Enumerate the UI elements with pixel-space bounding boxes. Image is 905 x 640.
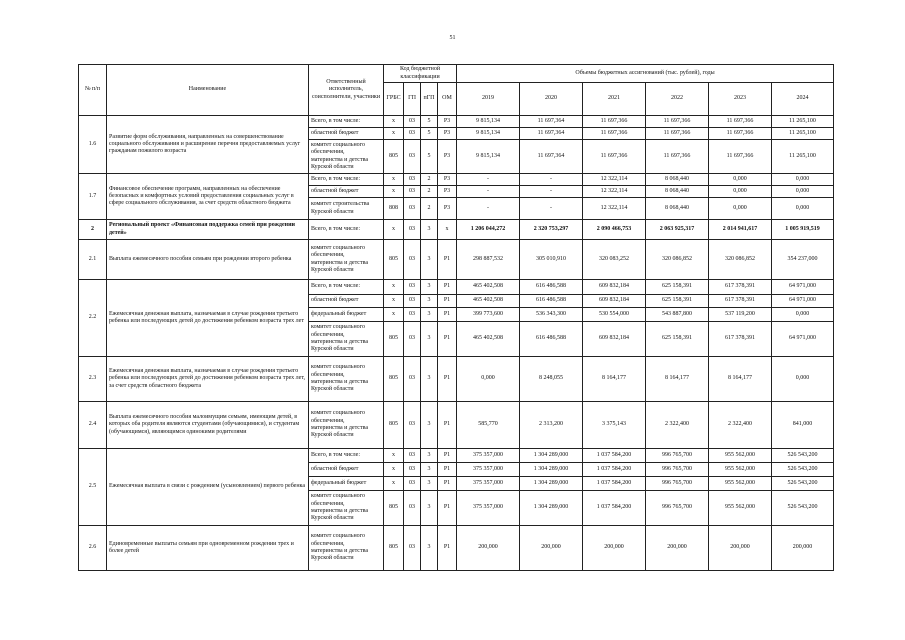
- row-number: 2.2: [79, 280, 107, 357]
- om-cell: Р3: [438, 186, 457, 198]
- table-body: [79, 116, 834, 571]
- value-cell: 1 304 289,000: [520, 463, 583, 477]
- value-cell: 200,000: [457, 526, 520, 571]
- value-cell: 9 815,134: [457, 116, 520, 128]
- value-cell: 12 322,114: [583, 174, 646, 186]
- value-cell: -: [520, 174, 583, 186]
- grbs-cell: x: [384, 174, 404, 186]
- grbs-cell: x: [384, 308, 404, 322]
- value-cell: 11 697,364: [520, 140, 583, 174]
- gp-cell: 03: [404, 463, 421, 477]
- header-year: 2022: [646, 83, 709, 116]
- responsible-cell: областной бюджет: [309, 295, 384, 308]
- value-cell: 1 304 289,000: [520, 477, 583, 491]
- value-cell: 955 562,000: [709, 449, 772, 463]
- value-cell: 465 402,508: [457, 322, 520, 357]
- value-cell: 955 562,000: [709, 463, 772, 477]
- pgp-cell: 3: [421, 402, 438, 449]
- value-cell: -: [457, 174, 520, 186]
- pgp-cell: 2: [421, 198, 438, 220]
- header-year: 2023: [709, 83, 772, 116]
- value-cell: 2 014 941,617: [709, 220, 772, 240]
- value-cell: 9 815,134: [457, 128, 520, 140]
- value-cell: 625 158,391: [646, 322, 709, 357]
- grbs-cell: 805: [384, 402, 404, 449]
- om-cell: Р1: [438, 463, 457, 477]
- pgp-cell: 5: [421, 128, 438, 140]
- pgp-cell: 3: [421, 477, 438, 491]
- grbs-cell: x: [384, 128, 404, 140]
- om-cell: Р1: [438, 477, 457, 491]
- value-cell: 2 063 925,317: [646, 220, 709, 240]
- pgp-cell: 3: [421, 357, 438, 402]
- value-cell: 305 010,910: [520, 240, 583, 280]
- header-om: ОМ: [438, 83, 457, 116]
- value-cell: 8 248,055: [520, 357, 583, 402]
- om-cell: Р1: [438, 322, 457, 357]
- value-cell: 526 543,200: [772, 463, 834, 477]
- table-row: [79, 116, 834, 128]
- value-cell: 465 402,508: [457, 280, 520, 295]
- value-cell: 8 068,440: [646, 174, 709, 186]
- gp-cell: 03: [404, 280, 421, 295]
- om-cell: Р1: [438, 308, 457, 322]
- gp-cell: 03: [404, 128, 421, 140]
- value-cell: 996 765,700: [646, 477, 709, 491]
- value-cell: 11 697,364: [520, 116, 583, 128]
- table-row: [79, 402, 834, 449]
- om-cell: Р3: [438, 128, 457, 140]
- row-number: 2.5: [79, 449, 107, 526]
- responsible-cell: комитет социального обеспечения, материнства и детства Курской области: [309, 322, 384, 357]
- row-name: Ежемесячная денежная выплата, назначаемая в случае рождения третьего ребенка или последующих детей до достижения ребенком возраста трех лет: [107, 280, 309, 357]
- header-year: 2024: [772, 83, 834, 116]
- value-cell: 320 083,252: [583, 240, 646, 280]
- responsible-cell: федеральный бюджет: [309, 308, 384, 322]
- table-header: [79, 65, 834, 116]
- value-cell: 8 068,440: [646, 198, 709, 220]
- value-cell: 375 357,000: [457, 463, 520, 477]
- gp-cell: 03: [404, 186, 421, 198]
- grbs-cell: x: [384, 186, 404, 198]
- value-cell: 0,000: [772, 174, 834, 186]
- responsible-cell: Всего, в том числе:: [309, 449, 384, 463]
- grbs-cell: 805: [384, 491, 404, 526]
- table-row: [79, 240, 834, 280]
- row-name: Развитие форм обслуживания, направленных на совершенствование социального обслуживания и расширение перечня предоставляемых услуг гражданам пожилого возраста: [107, 116, 309, 174]
- value-cell: 2 313,200: [520, 402, 583, 449]
- responsible-cell: Всего, в том числе:: [309, 280, 384, 295]
- value-cell: 841,000: [772, 402, 834, 449]
- gp-cell: 03: [404, 491, 421, 526]
- value-cell: 9 815,134: [457, 140, 520, 174]
- responsible-cell: Всего, в том числе:: [309, 174, 384, 186]
- value-cell: 11 697,366: [709, 128, 772, 140]
- header-budget-code: Код бюджетной классификации: [384, 65, 457, 83]
- value-cell: 1 037 584,200: [583, 477, 646, 491]
- responsible-cell: комитет социального обеспечения, материнства и детства Курской области: [309, 357, 384, 402]
- value-cell: 1 037 584,200: [583, 491, 646, 526]
- gp-cell: 03: [404, 174, 421, 186]
- gp-cell: 03: [404, 308, 421, 322]
- row-number: 2.6: [79, 526, 107, 571]
- responsible-cell: областной бюджет: [309, 186, 384, 198]
- row-name: Региональный проект «Финансовая поддержка семей при рождении детей»: [107, 220, 309, 240]
- value-cell: 1 037 584,200: [583, 463, 646, 477]
- responsible-cell: Всего, в том числе:: [309, 220, 384, 240]
- value-cell: 8 164,177: [646, 357, 709, 402]
- row-name: Выплата ежемесячного пособия малоимущим семьям, имеющим детей, в которых оба родителя являются студентами (обучающимися), и студентам (обучающимся), являющимся одинокими родителями: [107, 402, 309, 449]
- header-num: № п/п: [79, 65, 107, 116]
- value-cell: 11 697,366: [709, 116, 772, 128]
- om-cell: Р1: [438, 295, 457, 308]
- value-cell: 64 971,000: [772, 295, 834, 308]
- value-cell: 996 765,700: [646, 491, 709, 526]
- gp-cell: 03: [404, 140, 421, 174]
- value-cell: 375 357,000: [457, 477, 520, 491]
- row-name: Выплата ежемесячного пособия семьям при рождении второго ребенка: [107, 240, 309, 280]
- grbs-cell: x: [384, 477, 404, 491]
- value-cell: 354 237,000: [772, 240, 834, 280]
- value-cell: 526 543,200: [772, 477, 834, 491]
- grbs-cell: x: [384, 449, 404, 463]
- value-cell: 3 375,143: [583, 402, 646, 449]
- pgp-cell: 5: [421, 140, 438, 174]
- value-cell: 11 265,100: [772, 128, 834, 140]
- value-cell: 526 543,200: [772, 449, 834, 463]
- om-cell: Р1: [438, 402, 457, 449]
- value-cell: 8 164,177: [583, 357, 646, 402]
- value-cell: 955 562,000: [709, 491, 772, 526]
- value-cell: 1 304 289,000: [520, 449, 583, 463]
- value-cell: 1 037 584,200: [583, 449, 646, 463]
- header-pgp: пГП: [421, 83, 438, 116]
- responsible-cell: комитет социального обеспечения, материнства и детства Курской области: [309, 491, 384, 526]
- value-cell: 200,000: [709, 526, 772, 571]
- om-cell: Р3: [438, 140, 457, 174]
- gp-cell: 03: [404, 357, 421, 402]
- value-cell: 526 543,200: [772, 491, 834, 526]
- value-cell: 536 343,300: [520, 308, 583, 322]
- gp-cell: 03: [404, 477, 421, 491]
- value-cell: 609 832,184: [583, 280, 646, 295]
- pgp-cell: 3: [421, 308, 438, 322]
- gp-cell: 03: [404, 198, 421, 220]
- grbs-cell: 805: [384, 140, 404, 174]
- value-cell: 617 378,391: [709, 322, 772, 357]
- value-cell: 955 562,000: [709, 477, 772, 491]
- row-name: Ежемесячная выплата в связи с рождением (усыновлением) первого ребенка: [107, 449, 309, 526]
- value-cell: 0,000: [772, 308, 834, 322]
- pgp-cell: 3: [421, 526, 438, 571]
- gp-cell: 03: [404, 116, 421, 128]
- grbs-cell: 805: [384, 240, 404, 280]
- value-cell: 200,000: [646, 526, 709, 571]
- gp-cell: 03: [404, 295, 421, 308]
- value-cell: 200,000: [583, 526, 646, 571]
- header-gp: ГП: [404, 83, 421, 116]
- responsible-cell: комитет социального обеспечения, материнства и детства Курской области: [309, 526, 384, 571]
- grbs-cell: x: [384, 220, 404, 240]
- responsible-cell: областной бюджет: [309, 463, 384, 477]
- table-row: [79, 526, 834, 571]
- row-number: 2.1: [79, 240, 107, 280]
- header-year: 2019: [457, 83, 520, 116]
- responsible-cell: комитет строительства Курской области: [309, 198, 384, 220]
- value-cell: 543 887,800: [646, 308, 709, 322]
- pgp-cell: 3: [421, 295, 438, 308]
- value-cell: 375 357,000: [457, 491, 520, 526]
- value-cell: 11 697,366: [583, 140, 646, 174]
- value-cell: 0,000: [457, 357, 520, 402]
- value-cell: 298 887,532: [457, 240, 520, 280]
- om-cell: Р1: [438, 240, 457, 280]
- value-cell: 320 086,852: [646, 240, 709, 280]
- responsible-cell: комитет социального обеспечения, материнства и детства Курской области: [309, 402, 384, 449]
- value-cell: 537 119,200: [709, 308, 772, 322]
- om-cell: Р3: [438, 116, 457, 128]
- value-cell: 200,000: [772, 526, 834, 571]
- value-cell: 1 206 044,272: [457, 220, 520, 240]
- value-cell: 320 086,852: [709, 240, 772, 280]
- value-cell: 996 765,700: [646, 463, 709, 477]
- row-number: 1.7: [79, 174, 107, 220]
- value-cell: 0,000: [709, 198, 772, 220]
- value-cell: 530 554,000: [583, 308, 646, 322]
- grbs-cell: 805: [384, 357, 404, 402]
- value-cell: 200,000: [520, 526, 583, 571]
- pgp-cell: 3: [421, 463, 438, 477]
- value-cell: 2 090 466,753: [583, 220, 646, 240]
- value-cell: 64 971,000: [772, 280, 834, 295]
- value-cell: 616 486,588: [520, 280, 583, 295]
- row-number: 2: [79, 220, 107, 240]
- table-row: [79, 449, 834, 463]
- budget-table: [78, 64, 834, 571]
- gp-cell: 03: [404, 402, 421, 449]
- om-cell: Р1: [438, 280, 457, 295]
- value-cell: 1 005 919,519: [772, 220, 834, 240]
- grbs-cell: 805: [384, 322, 404, 357]
- value-cell: 11 697,366: [646, 140, 709, 174]
- responsible-cell: федеральный бюджет: [309, 477, 384, 491]
- pgp-cell: 3: [421, 449, 438, 463]
- value-cell: 585,770: [457, 402, 520, 449]
- header-responsible: Ответственный исполнитель, соисполнители, участники: [309, 65, 384, 116]
- grbs-cell: x: [384, 116, 404, 128]
- value-cell: 2 320 753,297: [520, 220, 583, 240]
- om-cell: Р3: [438, 198, 457, 220]
- grbs-cell: 805: [384, 526, 404, 571]
- table-row: [79, 357, 834, 402]
- value-cell: 11 265,100: [772, 116, 834, 128]
- pgp-cell: 3: [421, 220, 438, 240]
- responsible-cell: комитет социального обеспечения, материнства и детства Курской области: [309, 140, 384, 174]
- om-cell: Р1: [438, 449, 457, 463]
- pgp-cell: 3: [421, 240, 438, 280]
- value-cell: 0,000: [772, 198, 834, 220]
- value-cell: 625 158,391: [646, 280, 709, 295]
- value-cell: 616 486,588: [520, 295, 583, 308]
- pgp-cell: 3: [421, 280, 438, 295]
- value-cell: 609 832,184: [583, 322, 646, 357]
- pgp-cell: 2: [421, 174, 438, 186]
- page-number: 51: [449, 35, 456, 41]
- value-cell: 12 322,114: [583, 186, 646, 198]
- value-cell: 11 697,366: [583, 128, 646, 140]
- header-year: 2020: [520, 83, 583, 116]
- row-name: Единовременные выплаты семьям при одновременном рождении трех и более детей: [107, 526, 309, 571]
- om-cell: Р3: [438, 174, 457, 186]
- grbs-cell: x: [384, 295, 404, 308]
- value-cell: 616 486,588: [520, 322, 583, 357]
- pgp-cell: 5: [421, 116, 438, 128]
- table-row: [79, 174, 834, 186]
- om-cell: Р1: [438, 526, 457, 571]
- header-year: 2021: [583, 83, 646, 116]
- responsible-cell: областной бюджет: [309, 128, 384, 140]
- value-cell: -: [457, 186, 520, 198]
- value-cell: 12 322,114: [583, 198, 646, 220]
- value-cell: 0,000: [709, 186, 772, 198]
- value-cell: -: [520, 198, 583, 220]
- gp-cell: 03: [404, 322, 421, 357]
- value-cell: 399 773,600: [457, 308, 520, 322]
- grbs-cell: x: [384, 463, 404, 477]
- value-cell: -: [520, 186, 583, 198]
- row-number: 2.3: [79, 357, 107, 402]
- value-cell: 11 697,366: [709, 140, 772, 174]
- gp-cell: 03: [404, 449, 421, 463]
- value-cell: 11 265,100: [772, 140, 834, 174]
- om-cell: x: [438, 220, 457, 240]
- value-cell: 11 697,366: [646, 116, 709, 128]
- value-cell: 0,000: [772, 186, 834, 198]
- value-cell: -: [457, 198, 520, 220]
- header-name: Наименование: [107, 65, 309, 116]
- value-cell: 1 304 289,000: [520, 491, 583, 526]
- value-cell: 617 378,391: [709, 280, 772, 295]
- gp-cell: 03: [404, 220, 421, 240]
- value-cell: 11 697,364: [520, 128, 583, 140]
- responsible-cell: комитет социального обеспечения, материнства и детства Курской области: [309, 240, 384, 280]
- value-cell: 625 158,391: [646, 295, 709, 308]
- value-cell: 617 378,391: [709, 295, 772, 308]
- value-cell: 609 832,184: [583, 295, 646, 308]
- responsible-cell: Всего, в том числе:: [309, 116, 384, 128]
- gp-cell: 03: [404, 240, 421, 280]
- value-cell: 375 357,000: [457, 449, 520, 463]
- header-volumes: Объемы бюджетных ассигнований (тыс. рублей), годы: [457, 65, 834, 83]
- row-name: Финансовое обеспечение программ, направленных на обеспечение безопасных и комфортных условий предоставления социальных услуг в сфере социального обслуживания, за счет средств областного бюджета: [107, 174, 309, 220]
- value-cell: 8 068,440: [646, 186, 709, 198]
- table-row: [79, 220, 834, 240]
- om-cell: Р1: [438, 491, 457, 526]
- value-cell: 465 402,508: [457, 295, 520, 308]
- om-cell: Р1: [438, 357, 457, 402]
- row-name: Ежемесячная денежная выплата, назначаемая в случае рождения третьего ребенка или последующих детей до достижения ребенком возраста трех лет, за счет средств областного бюджета: [107, 357, 309, 402]
- grbs-cell: 808: [384, 198, 404, 220]
- value-cell: 64 971,000: [772, 322, 834, 357]
- pgp-cell: 2: [421, 186, 438, 198]
- value-cell: 11 697,366: [646, 128, 709, 140]
- table-row: [79, 280, 834, 295]
- pgp-cell: 3: [421, 322, 438, 357]
- header-grbs: ГРБС: [384, 83, 404, 116]
- value-cell: 2 322,400: [709, 402, 772, 449]
- row-number: 2.4: [79, 402, 107, 449]
- gp-cell: 03: [404, 526, 421, 571]
- value-cell: 0,000: [772, 357, 834, 402]
- pgp-cell: 3: [421, 491, 438, 526]
- value-cell: 2 322,400: [646, 402, 709, 449]
- value-cell: 8 164,177: [709, 357, 772, 402]
- value-cell: 996 765,700: [646, 449, 709, 463]
- value-cell: 11 697,366: [583, 116, 646, 128]
- grbs-cell: x: [384, 280, 404, 295]
- row-number: 1.6: [79, 116, 107, 174]
- value-cell: 0,000: [709, 174, 772, 186]
